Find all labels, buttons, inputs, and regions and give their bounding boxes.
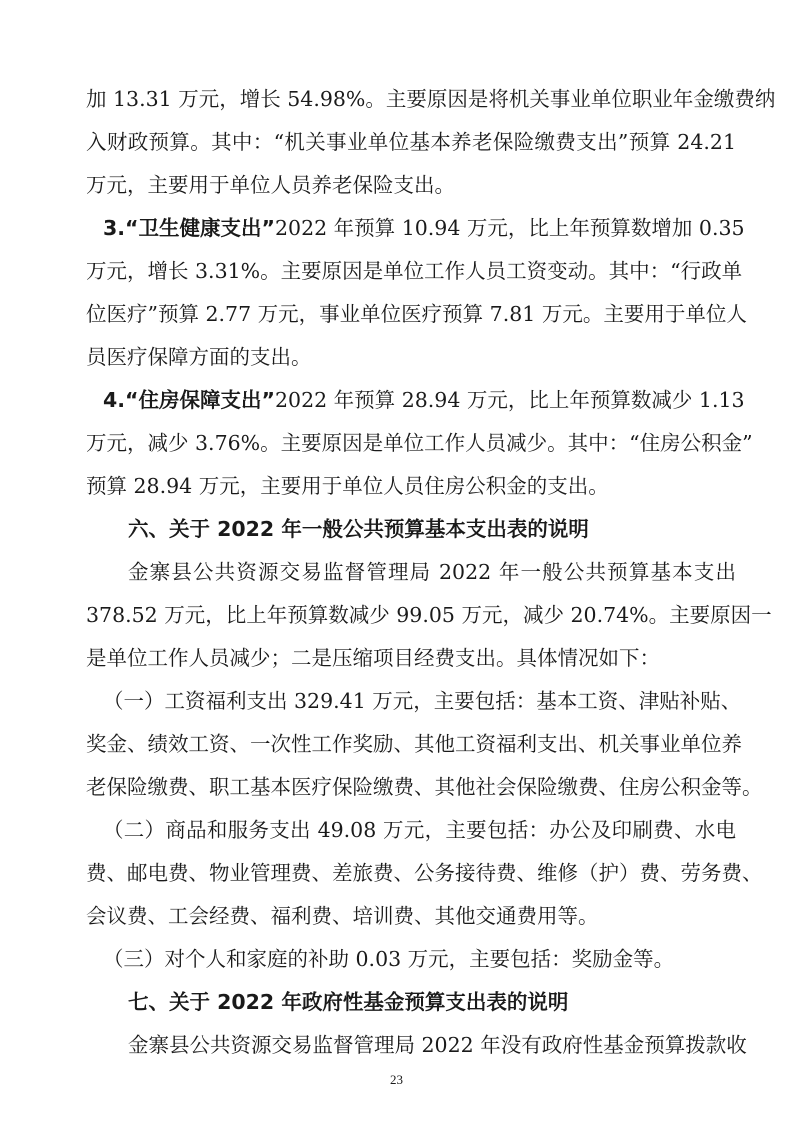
paragraph-line-health: 3.“卫生健康支出”2022 年预算 10.94 万元，比上年预算数增加 0.35 [103,216,745,240]
paragraph-line: 万元，减少 3.76%。主要原因是单位工作人员减少。其中：“住房公积金” [86,431,753,455]
paragraph-line: 奖金、绩效工资、一次性工作奖励、其他工资福利支出、机关事业单位养 [86,732,742,756]
paragraph-line: 费、邮电费、物业管理费、差旅费、公务接待费、维修（护）费、劳务费、 [86,861,763,885]
housing-expenditure-heading: 4.“住房保障支出” [103,388,275,412]
paragraph-line: 会议费、工会经费、福利费、培训费、其他交通费用等。 [86,904,599,928]
paragraph-line: 金寨县公共资源交易监督管理局 2022 年没有政府性基金预算拨款收 [128,1033,747,1057]
paragraph-line: 老保险缴费、职工基本医疗保险缴费、其他社会保险缴费、住房公积金等。 [86,775,763,799]
paragraph-line: 378.52 万元，比上年预算数减少 99.05 万元，减少 20.74%。主要原因一 [86,603,772,627]
paragraph-line: 预算 28.94 万元，主要用于单位人员住房公积金的支出。 [86,474,609,498]
paragraph-line: 员医疗保障方面的支出。 [86,345,312,369]
paragraph-line: 金寨县公共资源交易监督管理局 2022 年一般公共预算基本支出 [128,560,736,584]
section-heading-7: 七、关于 2022 年政府性基金预算支出表的说明 [128,990,569,1014]
paragraph-line: 万元，增长 3.31%。主要原因是单位工作人员工资变动。其中：“行政单 [86,259,743,283]
paragraph-line: （一）工资福利支出 329.41 万元，主要包括：基本工资、津贴补贴、 [103,689,742,713]
paragraph-line: （二）商品和服务支出 49.08 万元，主要包括：办公及印刷费、水电 [103,818,736,842]
paragraph-line: 加 13.31 万元，增长 54.98%。主要原因是将机关事业单位职业年金缴费纳 [86,87,776,111]
paragraph-line: 万元，主要用于单位人员养老保险支出。 [86,173,455,197]
section-heading-6: 六、关于 2022 年一般公共预算基本支出表的说明 [128,517,589,541]
health-expenditure-heading: 3.“卫生健康支出” [103,216,275,240]
paragraph-line-housing: 4.“住房保障支出”2022 年预算 28.94 万元，比上年预算数减少 1.13 [103,388,745,412]
page-number: 23 [390,1072,403,1087]
paragraph-line: 入财政预算。其中：“机关事业单位基本养老保险缴费支出”预算 24.21 [86,130,736,154]
paragraph-line: （三）对个人和家庭的补助 0.03 万元，主要包括：奖励金等。 [103,947,675,971]
paragraph-line: 是单位工作人员减少；二是压缩项目经费支出。具体情况如下： [86,646,660,670]
paragraph-line: 位医疗”预算 2.77 万元，事业单位医疗预算 7.81 万元。主要用于单位人 [86,302,747,326]
